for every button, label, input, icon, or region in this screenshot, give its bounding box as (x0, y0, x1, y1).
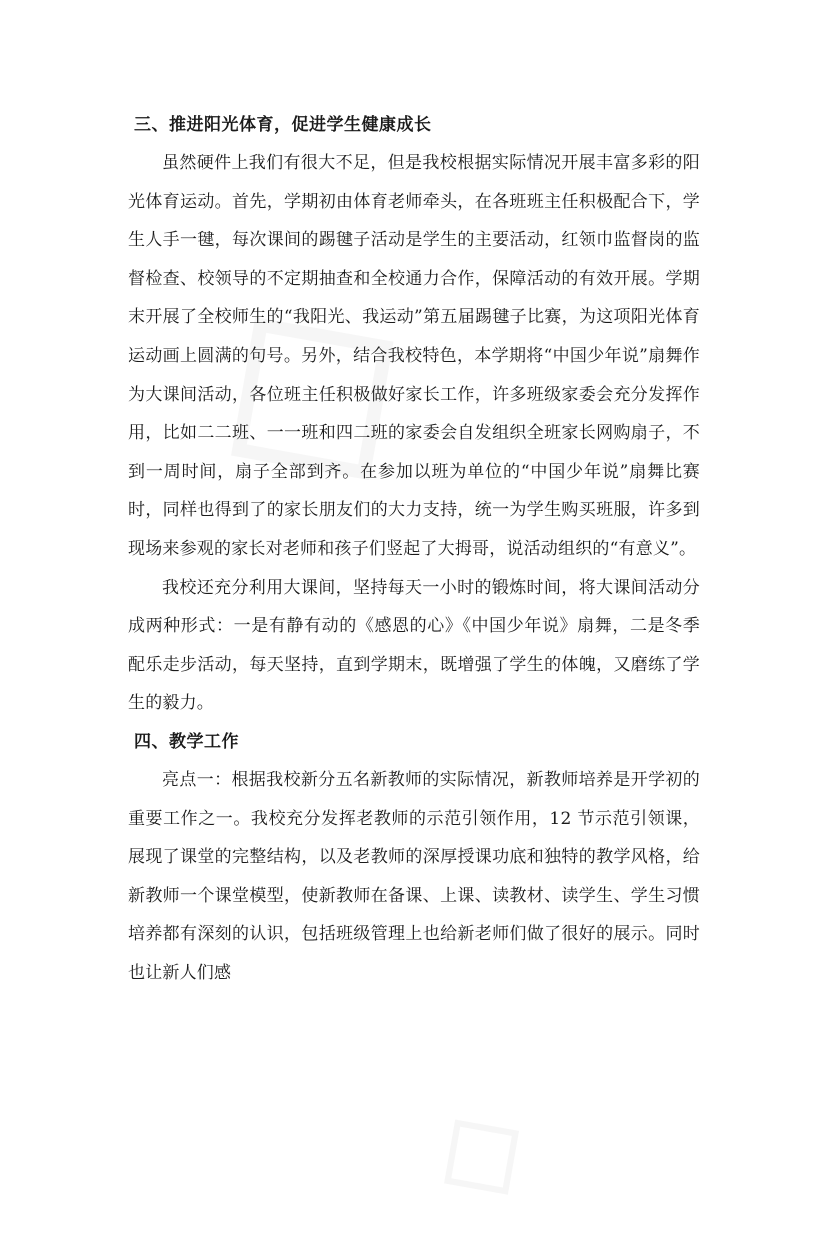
paragraph: 我校还充分利用大课间，坚持每天一小时的锻炼时间，将大课间活动分成两种形式：一是有静有动的《感恩的心》《中国少年说》扇舞，二是冬季配乐走步活动，每天坚持，直到学期末，既增强了学生的体魄，又磨练了学生的毅力。 (128, 577, 700, 714)
section-heading: 四、教学工作 (134, 731, 239, 752)
watermark-bottom (398, 1066, 553, 1233)
section-sunshine-sports (128, 106, 700, 723)
section-heading: 三、推进阳光体育，促进学生健康成长 (134, 115, 432, 135)
paragraph: 亮点一：根据我校新分五名新教师的实际情况，新教师培养是开学初的重要工作之一。我校充分发挥老教师的示范引领作用，12 节示范引领课，展现了课堂的完整结构，以及老教师的深厚授课功底和独特的教学风格，给新教师一个课堂模型，使新教师在备课、上课、读教材、读学生、学生习惯培养都有深刻的认识，包括班级管理上也给新老师们做了很好的展示。同时也让新人们感 (128, 769, 700, 983)
document-page (128, 106, 700, 992)
paragraph: 虽然硬件上我们有很大不足，但是我校根据实际情况开展丰富多彩的阳光体育运动。首先，学期初由体育老师牵头，在各班班主任积极配合下，学生人手一毽，每次课间的踢毽子活动是学生的主要活动，红领巾监督岗的监督检查、校领导的不定期抽查和全校通力合作，保障活动的有效开展。学期末开展了全校师生的“我阳光、我运动”第五届踢毽子比赛，为这项阳光体育运动画上圆满的句号。另外，结合我校特色，本学期将“中国少年说”扇舞作为大课间活动，各位班主任积极做好家长工作，许多班级家委会充分发挥作用，比如二二班、一一班和四二班的家委会自发组织全班家长网购扇子，不到一周时间，扇子全部到齐。在参加以班为单位的“中国少年说”扇舞比赛时，同样也得到了的家长朋友们的大力支持，统一为学生购买班服，许多到现场来参观的家长对老师和孩子们竖起了大拇哥，说活动组织的“有意义”。 (128, 153, 700, 559)
section-teaching-work (128, 723, 700, 993)
